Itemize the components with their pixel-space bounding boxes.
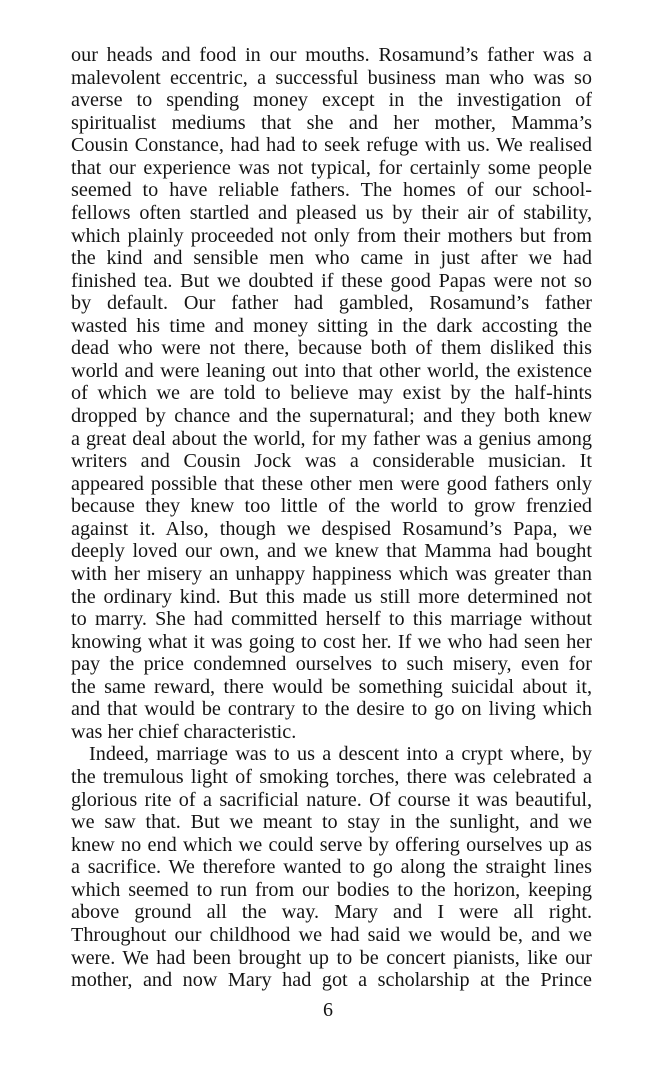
text-line: wasted his time and money sitting in the dark accosting the bbox=[71, 314, 592, 337]
text-line: because they knew too little of the world to grow frenzied bbox=[71, 495, 592, 518]
text-line: Indeed, marriage was to us a descent into a crypt where, by bbox=[89, 743, 592, 766]
page-number: 6 bbox=[323, 999, 333, 1021]
text-line: which seemed to run from our bodies to the horizon, keeping bbox=[71, 878, 592, 901]
text-line: by default. Our father had gambled, Rosamund’s father bbox=[71, 292, 592, 315]
text-line: the kind and sensible men who came in just after we had bbox=[71, 247, 592, 270]
text-line: against it. Also, though we despised Rosamund’s Papa, we bbox=[71, 517, 592, 540]
text-line: Cousin Constance, had had to seek refuge with us. We realised bbox=[71, 134, 592, 157]
text-line: a great deal about the world, for my father was a genius among bbox=[71, 427, 592, 450]
text-line: that our experience was not typical, for certainly some people bbox=[71, 156, 592, 179]
text-line: glorious rite of a sacrificial nature. Of course it was beautiful, bbox=[71, 788, 592, 811]
text-line: a sacrifice. We therefore wanted to go along the straight lines bbox=[71, 856, 592, 879]
text-line: above ground all the way. Mary and I were all right. bbox=[71, 901, 592, 924]
text-line: finished tea. But we doubted if these good Papas were not so bbox=[71, 269, 592, 292]
text-line: mother, and now Mary had got a scholarship at the Prince bbox=[71, 969, 592, 992]
text-line: appeared possible that these other men were good fathers only bbox=[71, 472, 592, 495]
text-line: writers and Cousin Jock was a considerable musician. It bbox=[71, 450, 592, 473]
book-page-body bbox=[71, 44, 592, 992]
text-line: fellows often startled and pleased us by their air of stability, bbox=[71, 201, 592, 224]
text-line: of which we are told to believe may exist by the half-hints bbox=[71, 382, 592, 405]
text-line: world and were leaning out into that other world, the existence bbox=[71, 359, 592, 382]
paragraph-2 bbox=[71, 743, 592, 991]
text-line: the tremulous light of smoking torches, there was celebrated a bbox=[71, 766, 592, 788]
text-line: knew no end which we could serve by offering ourselves up as bbox=[71, 833, 592, 856]
text-line: spiritualist mediums that she and her mother, Mamma’s bbox=[71, 111, 592, 134]
text-line: knowing what it was going to cost her. If we who had seen her bbox=[71, 630, 592, 653]
text-line: Throughout our childhood we had said we would be, and we bbox=[71, 923, 592, 946]
text-line: and that would be contrary to the desire to go on living which bbox=[71, 698, 592, 721]
text-line: which plainly proceeded not only from their mothers but from bbox=[71, 224, 592, 247]
text-line: malevolent eccentric, a successful business man who was so bbox=[71, 66, 592, 89]
text-line: with her misery an unhappy happiness which was greater than bbox=[71, 562, 592, 585]
text-line: dead who were not there, because both of them disliked this bbox=[71, 337, 592, 360]
text-line: seemed to have reliable fathers. The homes of our school- bbox=[71, 179, 592, 202]
text-line: the same reward, there would be something suicidal about it, bbox=[71, 675, 592, 698]
paragraph-1 bbox=[71, 44, 592, 743]
text-line: averse to spending money except in the investigation of bbox=[71, 89, 592, 112]
text-line: the ordinary kind. But this made us still more determined not bbox=[71, 585, 592, 608]
text-line: pay the price condemned ourselves to such misery, even for bbox=[71, 653, 592, 676]
text-line: we saw that. But we meant to stay in the sunlight, and we bbox=[71, 811, 592, 834]
text-line: to marry. She had committed herself to this marriage without bbox=[71, 608, 592, 631]
text-line: deeply loved our own, and we knew that Mamma had bought bbox=[71, 540, 592, 563]
text-line: were. We had been brought up to be concert pianists, like our bbox=[71, 946, 592, 969]
text-line: dropped by chance and the supernatural; and they both knew bbox=[71, 405, 592, 427]
text-line: was her chief characteristic. bbox=[71, 720, 297, 743]
text-line: our heads and food in our mouths. Rosamund’s father was a bbox=[71, 44, 592, 66]
